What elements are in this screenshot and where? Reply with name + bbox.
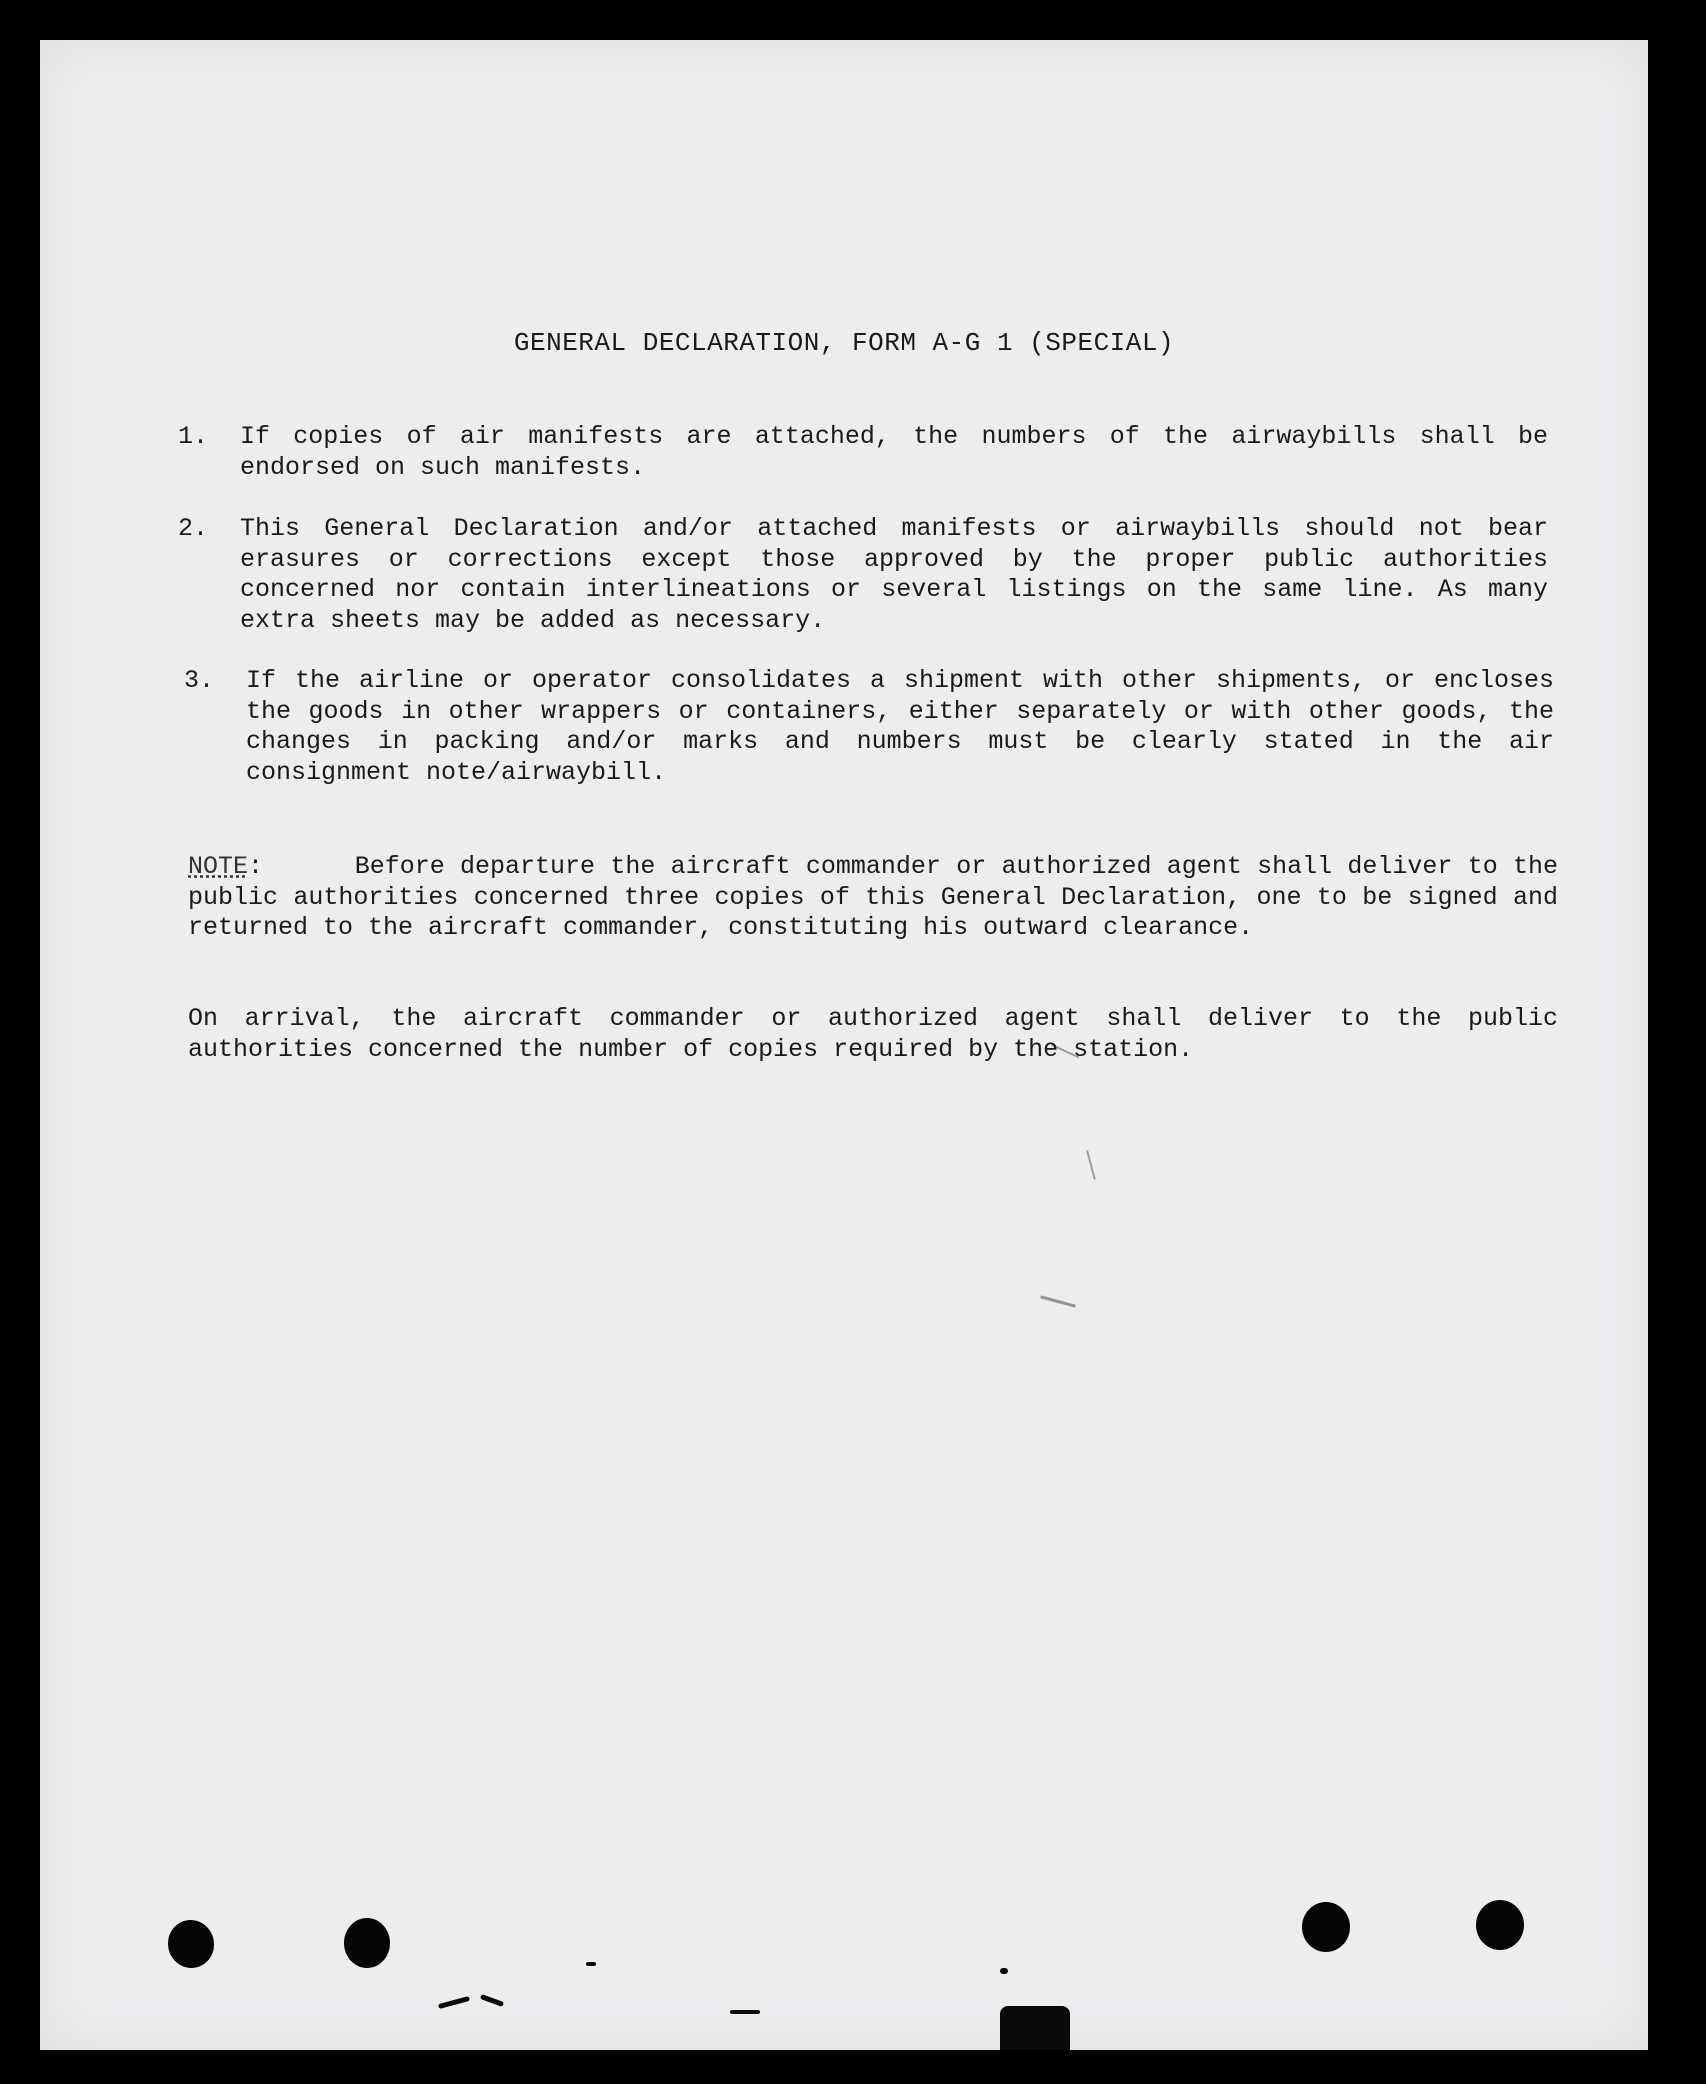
- punch-hole: [1302, 1902, 1350, 1952]
- punch-hole: [344, 1918, 390, 1968]
- item-text: If the airline or operator consolidates a shipment with other shipments, or encloses the goods in other wrappers or containers, either separately or with other goods, the changes in packing and/or marks and numbers must be clearly stated in the air consignment note/airwaybill.: [246, 666, 1554, 787]
- stray-mark: [1040, 1295, 1076, 1307]
- document-title: GENERAL DECLARATION, FORM A-G 1 (SPECIAL): [513, 328, 1175, 358]
- list-item: [178, 422, 1548, 483]
- stray-mark: [1000, 2006, 1070, 2050]
- item-text: If copies of air manifests are attached, the numbers of the airwaybills shall be endorsed on such manifests.: [240, 422, 1548, 482]
- stray-mark: [586, 1962, 596, 1966]
- item-text: This General Declaration and/or attached manifests or airwaybills should not bear erasures or corrections except those approved by the proper public authorities concerned nor contain interlineations or several listings on the same line. As many extra sheets may be added as necessary.: [240, 514, 1548, 635]
- list-item: [184, 666, 1554, 788]
- stray-mark: [1000, 1968, 1008, 1974]
- note-text: Before departure the aircraft commander or authorized agent shall deliver to the public authorities concerned three copies of this General Declaration, one to be signed and returned to the aircraft commander, constituting his outward clearance.: [188, 852, 1558, 942]
- item-number: 2.: [178, 514, 209, 543]
- note-label: NOTE: [188, 852, 249, 881]
- item-number: 3.: [184, 666, 215, 695]
- item-number: 1.: [178, 422, 209, 451]
- stray-mark: [1086, 1150, 1096, 1179]
- list-item: [178, 514, 1548, 636]
- stray-mark: [480, 1994, 504, 2007]
- punch-hole: [164, 1916, 219, 1973]
- note-paragraph: NOTE: Before departure the aircraft commander or authorized agent shall deliver to the public authorities concerned three copies of this General Declaration, one to be signed and returned to the aircraft commander, constituting his outward clearance.: [188, 852, 1558, 942]
- stray-mark: [438, 1996, 470, 2009]
- punch-hole: [1476, 1900, 1524, 1950]
- document-page: [40, 40, 1648, 2050]
- arrival-paragraph: On arrival, the aircraft commander or authorized agent shall deliver to the public authorities concerned the number of copies required by the station.: [188, 1004, 1558, 1064]
- stray-mark: [730, 2010, 760, 2014]
